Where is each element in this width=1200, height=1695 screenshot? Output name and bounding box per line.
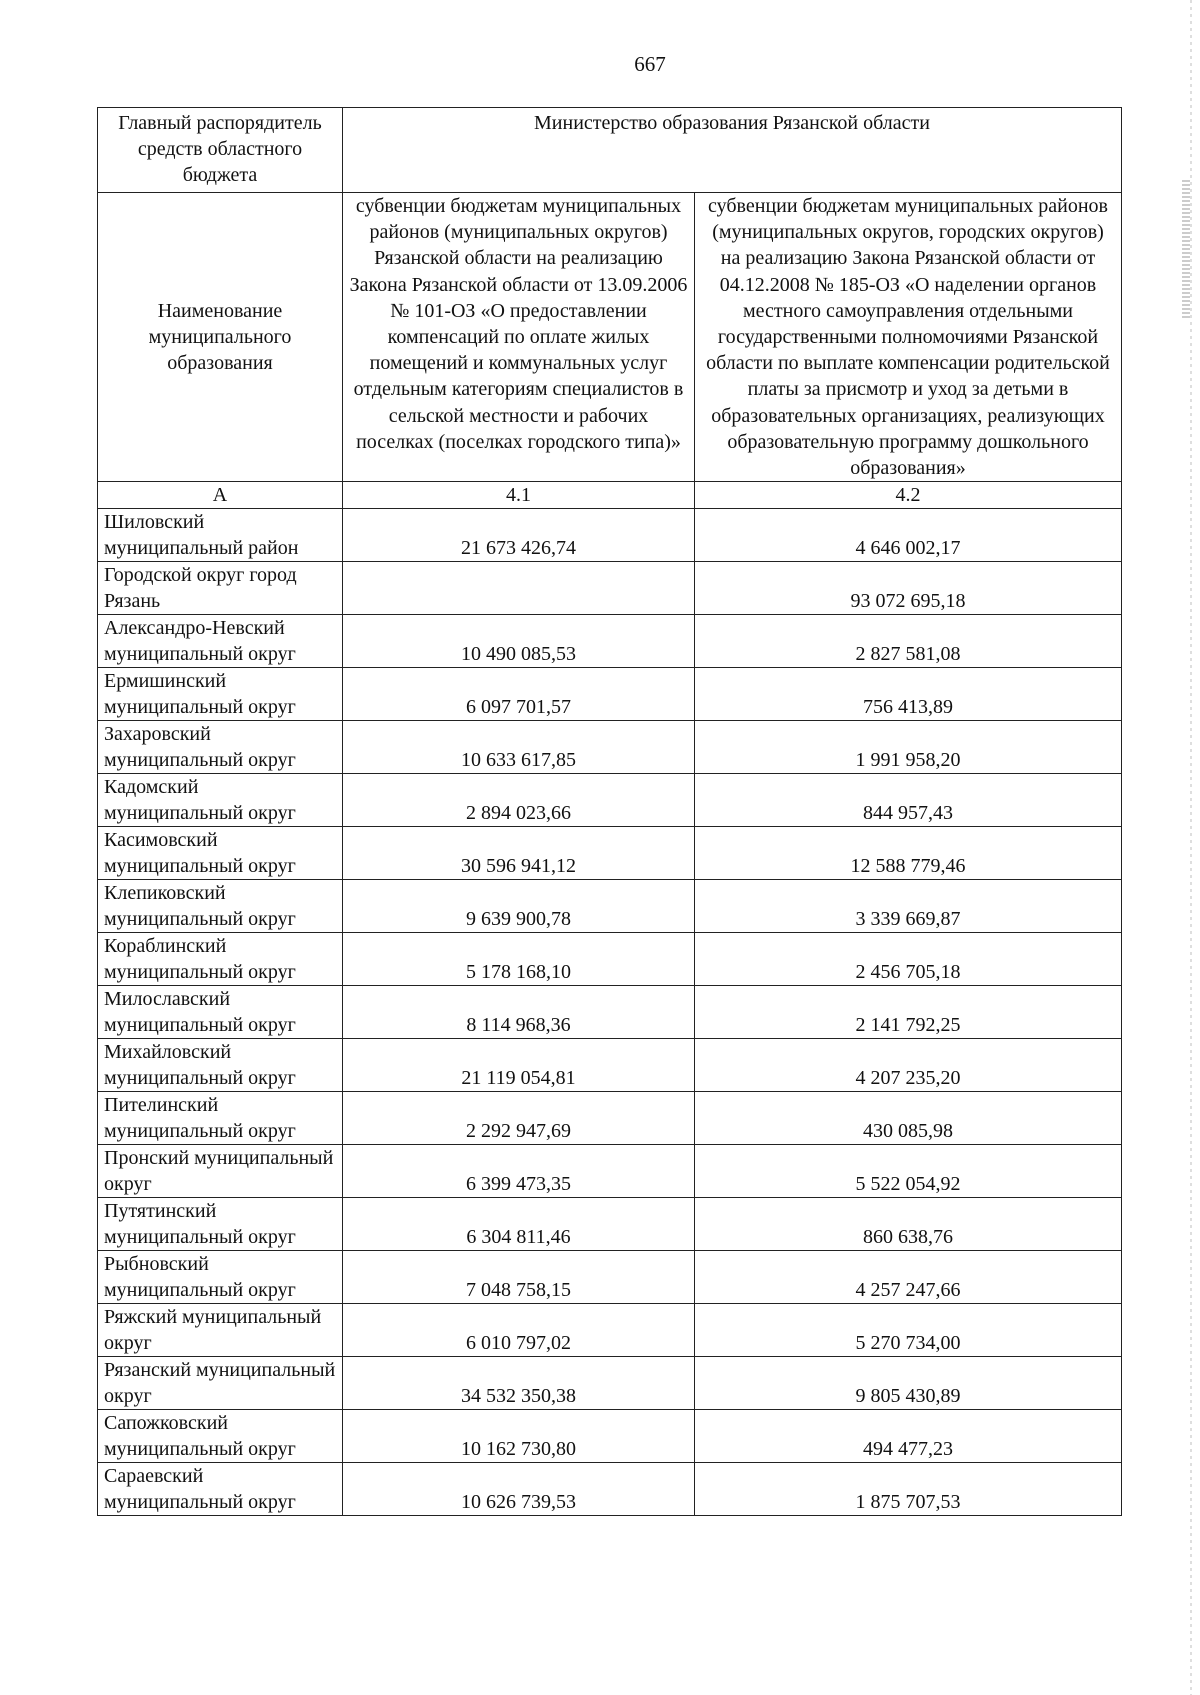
municipality-name: Клепиковский муниципальный округ [98,880,343,933]
table-row [98,1092,1122,1145]
municipality-name: Захаровский муниципальный округ [98,721,343,774]
column-4-2-description: субвенции бюджетам муниципальных районов (муниципальных округов, городских округов) на реализацию Закона Рязанской области от 04.12.2008 № 185-ОЗ «О наделении органов местного самоуправления отдельными государственными полномочиями Рязанской области по выплате компенсации родительской платы за присмотр и уход за детьми в образовательных организациях, реализующих образовательную программу дошкольного образования» [695,193,1122,482]
column-4-1-description: субвенции бюджетам муниципальных районов (муниципальных округов) Рязанской области на реализацию Закона Рязанской области от 13.09.2006 № 101-ОЗ «О предоставлении компенсаций по оплате жилых помещений и коммунальных услуг отдельным категориям специалистов в сельской местности и рабочих поселках (поселках городского типа)» [343,193,695,482]
scan-mark-artifact [1182,180,1190,320]
column-index-a: А [98,482,343,509]
value-4-2: 5 522 054,92 [695,1145,1122,1198]
municipality-name: Михайловский муниципальный округ [98,1039,343,1092]
value-4-2: 93 072 695,18 [695,562,1122,615]
value-4-2: 4 207 235,20 [695,1039,1122,1092]
value-4-1: 10 162 730,80 [343,1410,695,1463]
municipality-name: Касимовский муниципальный округ [98,827,343,880]
table-row [98,1145,1122,1198]
value-4-1: 21 673 426,74 [343,509,695,562]
value-4-1: 10 633 617,85 [343,721,695,774]
value-4-2: 756 413,89 [695,668,1122,721]
value-4-1: 7 048 758,15 [343,1251,695,1304]
table-row [98,880,1122,933]
value-4-2: 2 827 581,08 [695,615,1122,668]
table-row [98,668,1122,721]
column-index-4-1: 4.1 [343,482,695,509]
table-row [98,721,1122,774]
table-row [98,774,1122,827]
municipality-name: Милославский муниципальный округ [98,986,343,1039]
scan-edge-artifact [1190,0,1192,1695]
value-4-1: 10 626 739,53 [343,1463,695,1516]
value-4-1: 34 532 350,38 [343,1357,695,1410]
value-4-2: 1 875 707,53 [695,1463,1122,1516]
name-column-header: Наименование муниципального образования [98,193,343,482]
table-row [98,509,1122,562]
table-row [98,1463,1122,1516]
municipality-name: Александро-Невский муниципальный округ [98,615,343,668]
column-index-4-2: 4.2 [695,482,1122,509]
table-row [98,933,1122,986]
table-row [98,1198,1122,1251]
value-4-2: 2 456 705,18 [695,933,1122,986]
value-4-2: 2 141 792,25 [695,986,1122,1039]
page-number: 667 [634,52,666,76]
value-4-2: 494 477,23 [695,1410,1122,1463]
value-4-2: 4 646 002,17 [695,509,1122,562]
value-4-2: 3 339 669,87 [695,880,1122,933]
table-row [98,562,1122,615]
municipality-name: Ряжский муниципальный округ [98,1304,343,1357]
municipality-name: Сараевский муниципальный округ [98,1463,343,1516]
table-row [98,1251,1122,1304]
table-row [98,986,1122,1039]
municipality-name: Ермишинский муниципальный округ [98,668,343,721]
value-4-1: 5 178 168,10 [343,933,695,986]
municipality-name: Кадомский муниципальный округ [98,774,343,827]
municipality-name: Пителинский муниципальный округ [98,1092,343,1145]
value-4-2: 860 638,76 [695,1198,1122,1251]
municipality-name: Рыбновский муниципальный округ [98,1251,343,1304]
value-4-1: 6 304 811,46 [343,1198,695,1251]
table-row [98,1039,1122,1092]
value-4-2: 5 270 734,00 [695,1304,1122,1357]
value-4-1: 2 292 947,69 [343,1092,695,1145]
table-row [98,1357,1122,1410]
value-4-1: 6 399 473,35 [343,1145,695,1198]
value-4-1: 6 010 797,02 [343,1304,695,1357]
value-4-2: 1 991 958,20 [695,721,1122,774]
ministry-name: Министерство образования Рязанской области [343,108,1122,193]
municipality-name: Шиловский муниципальный район [98,509,343,562]
value-4-2: 12 588 779,46 [695,827,1122,880]
value-4-1: 10 490 085,53 [343,615,695,668]
table-row [98,827,1122,880]
column-index-row [98,482,1122,509]
table-row [98,1410,1122,1463]
value-4-1: 8 114 968,36 [343,986,695,1039]
municipality-name: Рязанский муниципальный округ [98,1357,343,1410]
municipality-name: Пронский муниципальный округ [98,1145,343,1198]
value-4-2: 844 957,43 [695,774,1122,827]
budget-table [97,107,1122,1516]
value-4-2: 9 805 430,89 [695,1357,1122,1410]
municipality-name: Путятинский муниципальный округ [98,1198,343,1251]
value-4-2: 430 085,98 [695,1092,1122,1145]
municipality-name: Городской округ город Рязань [98,562,343,615]
value-4-1: 30 596 941,12 [343,827,695,880]
table-row [98,1304,1122,1357]
table-row [98,615,1122,668]
municipality-name: Кораблинский муниципальный округ [98,933,343,986]
value-4-1 [343,562,695,615]
value-4-1: 2 894 023,66 [343,774,695,827]
value-4-1: 9 639 900,78 [343,880,695,933]
header-row-columns [98,193,1122,482]
municipality-name: Сапожковский муниципальный округ [98,1410,343,1463]
value-4-2: 4 257 247,66 [695,1251,1122,1304]
value-4-1: 6 097 701,57 [343,668,695,721]
header-row-distributor [98,108,1122,193]
value-4-1: 21 119 054,81 [343,1039,695,1092]
distributor-label: Главный распорядитель средств областного бюджета [98,108,343,193]
